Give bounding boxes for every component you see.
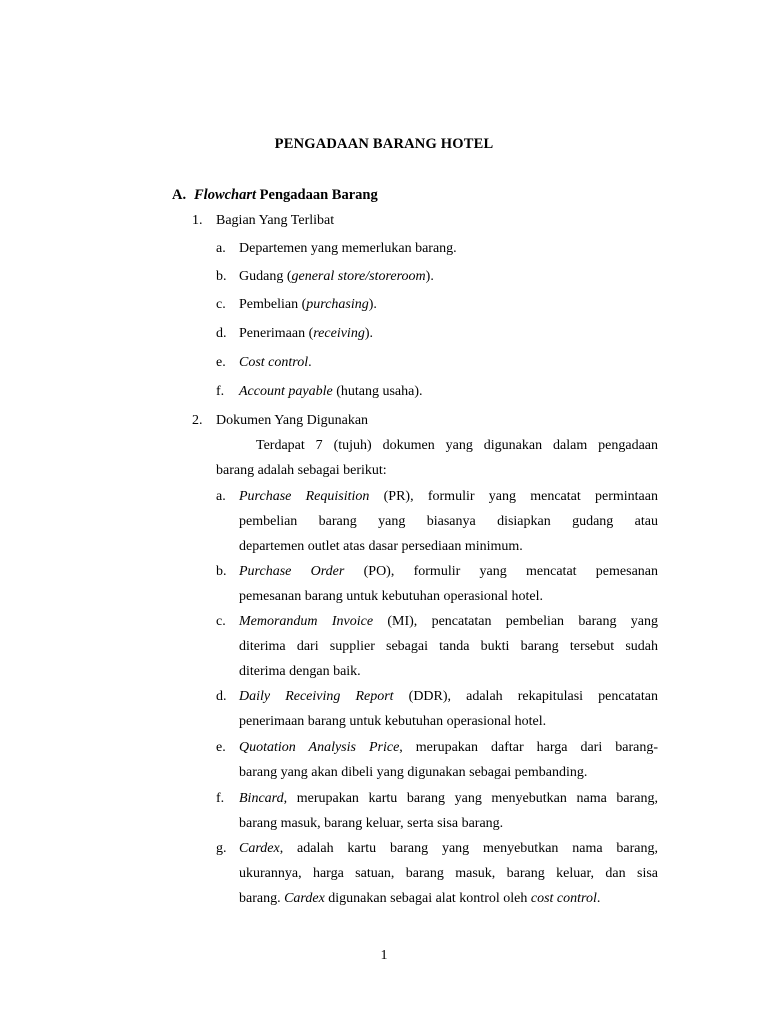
s1-heading: Bagian Yang Terlibat bbox=[216, 213, 335, 228]
doc-item-label: d. bbox=[216, 689, 227, 704]
doc-item-d bbox=[239, 684, 658, 734]
s1-item-label: a. bbox=[216, 241, 226, 256]
doc-line bbox=[239, 684, 658, 709]
doc-item-f bbox=[239, 786, 658, 836]
doc-line: departemen outlet atas dasar persediaan minimum. bbox=[239, 539, 523, 554]
section-italic: Flowchart bbox=[194, 187, 257, 203]
item-text: Gudang ( bbox=[239, 269, 292, 284]
item-italic: general store/storeroom bbox=[291, 269, 426, 284]
doc-italic: Purchase Requisition bbox=[239, 489, 370, 504]
item-text: . bbox=[308, 355, 312, 370]
doc-text: barang. bbox=[239, 891, 285, 906]
doc-italic: Purchase Order bbox=[239, 564, 345, 579]
doc-item-g bbox=[239, 836, 658, 911]
s1-item-label: b. bbox=[216, 269, 227, 284]
doc-item-label: b. bbox=[216, 564, 227, 579]
doc-line: ukurannya, harga satuan, barang masuk, barang keluar, dan sisa bbox=[239, 866, 658, 881]
intro-line: barang adalah sebagai berikut: bbox=[216, 463, 387, 478]
item-italic: Account payable bbox=[239, 384, 333, 399]
doc-line bbox=[239, 886, 658, 911]
item-text: Pembelian ( bbox=[239, 297, 307, 312]
doc-line: diterima dengan baik. bbox=[239, 664, 361, 679]
doc-italic: Daily Receiving Report bbox=[239, 689, 394, 704]
item-text: ). bbox=[368, 297, 377, 312]
s1-number: 1. bbox=[192, 213, 203, 228]
item-italic: receiving bbox=[313, 326, 365, 341]
page-title: PENGADAAN BARANG HOTEL bbox=[274, 136, 494, 152]
doc-item-c bbox=[239, 609, 658, 684]
s1-item-text bbox=[239, 264, 434, 289]
item-italic: Cost control bbox=[239, 355, 309, 370]
doc-italic: Bincard bbox=[239, 791, 284, 806]
doc-italic: Cardex bbox=[284, 891, 325, 906]
item-italic: purchasing bbox=[306, 297, 369, 312]
doc-text: (PR), formulir yang mencatat permintaan bbox=[369, 489, 658, 504]
doc-item-label: c. bbox=[216, 614, 226, 629]
s1-item-label: e. bbox=[216, 355, 226, 370]
s2-number: 2. bbox=[192, 413, 203, 428]
doc-item-e bbox=[239, 735, 658, 785]
doc-text: (DDR), adalah rekapitulasi pencatatan bbox=[393, 689, 658, 704]
doc-line bbox=[239, 836, 658, 861]
section-heading bbox=[172, 187, 378, 204]
doc-text: , merupakan daftar harga dari barang- bbox=[399, 740, 658, 755]
doc-text: . bbox=[596, 891, 601, 906]
item-text: Penerimaan ( bbox=[239, 326, 314, 341]
doc-italic: Memorandum Invoice bbox=[239, 614, 374, 629]
doc-line bbox=[239, 786, 658, 811]
s1-item-text bbox=[239, 292, 377, 317]
doc-line: penerimaan barang untuk kebutuhan operasional hotel. bbox=[239, 714, 547, 729]
doc-item-label: e. bbox=[216, 740, 226, 755]
s1-item-label: f. bbox=[216, 384, 225, 399]
section-rest: Pengadaan Barang bbox=[256, 187, 378, 203]
doc-line bbox=[239, 559, 658, 584]
s1-item-label: d. bbox=[216, 326, 227, 341]
doc-line bbox=[239, 735, 658, 760]
doc-line: pemesanan barang untuk kebutuhan operasional hotel. bbox=[239, 589, 544, 604]
doc-line: diterima dari supplier sebagai tanda bukti barang tersebut sudah bbox=[239, 639, 658, 654]
s1-item-text bbox=[239, 236, 457, 261]
page-number: 1 bbox=[380, 948, 388, 963]
doc-item-a bbox=[239, 484, 658, 559]
item-text: Departemen yang memerlukan barang. bbox=[239, 241, 457, 256]
doc-text: (PO), formulir yang mencatat pemesanan bbox=[344, 564, 659, 579]
doc-line: barang masuk, barang keluar, serta sisa barang. bbox=[239, 816, 504, 831]
doc-item-label: a. bbox=[216, 489, 226, 504]
s2-intro bbox=[216, 433, 658, 483]
doc-line: barang yang akan dibeli yang digunakan sebagai pembanding. bbox=[239, 765, 588, 780]
doc-item-label: f. bbox=[216, 791, 225, 806]
s2-heading: Dokumen Yang Digunakan bbox=[216, 413, 369, 428]
doc-text: (MI), pencatatan pembelian barang yang bbox=[373, 614, 658, 629]
doc-italic: Quotation Analysis Price bbox=[239, 740, 400, 755]
item-text: ). bbox=[425, 269, 434, 284]
doc-text: digunakan sebagai alat kontrol oleh bbox=[324, 891, 531, 906]
s1-item-text bbox=[239, 379, 423, 404]
item-text: (hutang usaha). bbox=[332, 384, 423, 399]
doc-line bbox=[239, 609, 658, 634]
s1-item-text bbox=[239, 350, 312, 375]
item-text: ). bbox=[364, 326, 373, 341]
doc-item-label: g. bbox=[216, 841, 227, 856]
doc-line bbox=[239, 484, 658, 509]
s1-item-text bbox=[239, 321, 373, 346]
doc-text: , merupakan kartu barang yang menyebutkan nama barang, bbox=[283, 791, 658, 806]
s1-item-label: c. bbox=[216, 297, 226, 312]
doc-item-b bbox=[239, 559, 658, 609]
section-label: A. bbox=[172, 187, 187, 203]
intro-line: Terdapat 7 (tujuh) dokumen yang digunakan dalam pengadaan bbox=[256, 438, 658, 453]
doc-text: , adalah kartu barang yang menyebutkan nama barang, bbox=[279, 841, 658, 856]
doc-line: pembelian barang yang biasanya disiapkan gudang atau bbox=[239, 514, 658, 529]
doc-italic: Cardex bbox=[239, 841, 280, 856]
doc-italic: cost control bbox=[530, 891, 597, 906]
